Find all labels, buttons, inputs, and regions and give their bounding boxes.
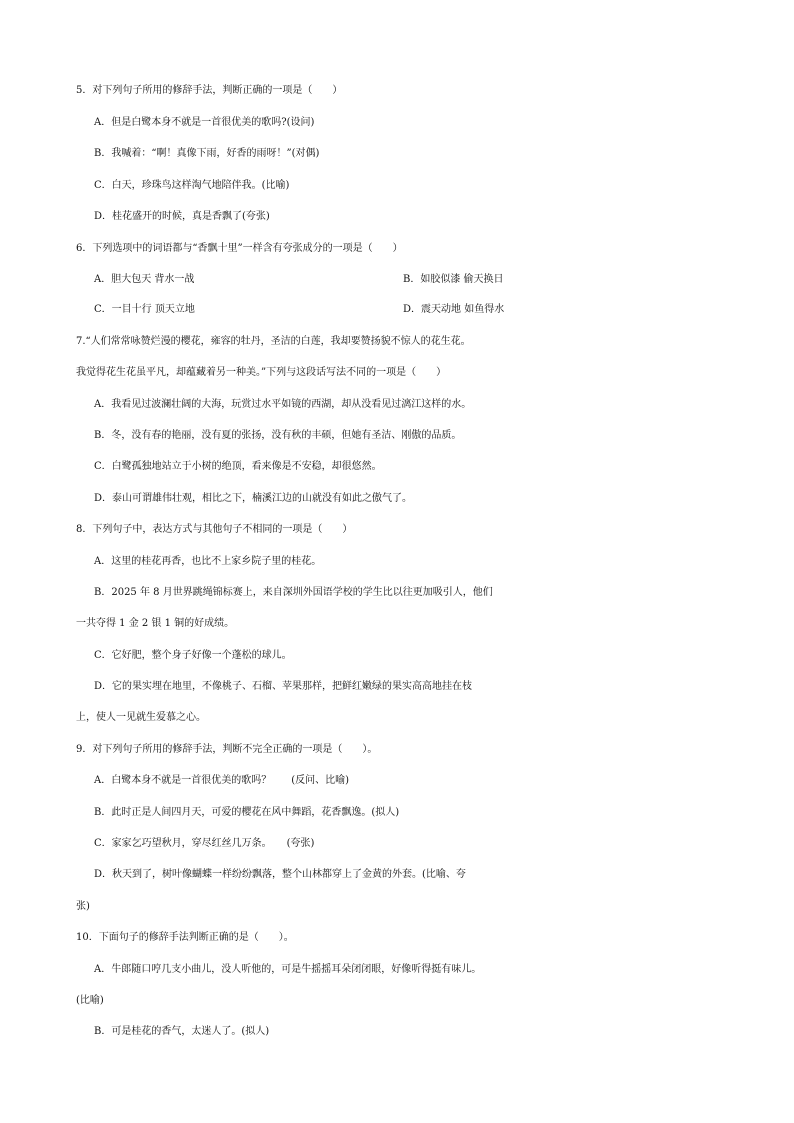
question-7-option-d: D．泰山可谓雄伟壮观，相比之下，楠溪江边的山就没有如此之傲气了。 [94,493,413,504]
question-8-stem: 8．下列句子中，表达方式与其他句子不相同的一项是（ ） [76,524,353,535]
question-8-option-d-line-2: 上，使人一见就生爱慕之心。 [76,712,206,723]
question-5-option-a: A．但是白鹭本身不就是一首很优美的歌吗?(设问) [94,117,315,128]
question-5-option-d: D．桂花盛开的时候，真是香飘了(夸张) [94,211,270,222]
question-8-option-b-line-2: 一共夺得 1 金 2 银 1 铜的好成绩。 [76,618,235,629]
question-8-option-b-line-1: B．2025 年 8 月世界跳绳锦标赛上，来自深圳外国语学校的学生比以往更加吸引人，他们 [94,587,493,598]
question-6-option-c: C．一目十行 顶天立地 [94,304,195,315]
question-10-option-b: B．可是桂花的香气，太迷人了。(拟人) [94,1026,270,1037]
question-7-option-b: B．冬，没有春的艳丽，没有夏的张扬，没有秋的丰硕，但她有圣洁、刚傲的品质。 [94,430,462,441]
question-9-option-d-line-1: D．秋天到了，树叶像蝴蝶一样纷纷飘落，整个山林都穿上了金黄的外套。(比喻、夸 [94,869,466,880]
question-7-stem-line-2: 我觉得花生花虽平凡，却蕴藏着另一种美。”下列与这段话写法不同的一项是（ ） [76,367,447,378]
question-6-row-1 [0,270,794,290]
question-7-option-a: A．我看见过波澜壮阔的大海，玩赏过水平如镜的西湖，却从没看见过漓江这样的水。 [94,399,472,410]
question-5-option-c: C．白天，珍珠鸟这样淘气地陪伴我。(比喻) [94,180,290,191]
question-9-option-b: B．此时正是人间四月天，可爱的樱花在风中舞蹈，花香飘逸。(拟人) [94,807,400,818]
question-6-option-a: A．胆大包天 背水一战 [94,274,195,285]
question-5-stem: 5．对下列句子所用的修辞手法，判断正确的一项是（ ） [76,85,343,96]
question-9-option-a: A．白鹭本身不就是一首很优美的歌吗？ (反问、比喻) [94,775,350,786]
question-9-option-c: C．家家乞巧望秋月，穿尽红丝几万条。 (夸张) [94,838,315,849]
question-6-option-d: D．震天动地 如鱼得水 [403,304,505,315]
question-6-row-2 [0,300,794,320]
question-9-option-d-line-2: 张) [76,901,90,912]
question-6-option-b: B．如胶似漆 偷天换日 [403,274,504,285]
question-8-option-d-line-1: D．它的果实埋在地里，不像桃子、石榴、苹果那样，把鲜红嫩绿的果实高高地挂在枝 [94,681,473,692]
question-9-stem: 9．对下列句子所用的修辞手法，判断不完全正确的一项是（ ）。 [76,744,378,755]
question-8-option-c: C．它好肥，整个身子好像一个蓬松的球儿。 [94,650,292,661]
question-7-stem-line-1: 7.“人们常常咏赞烂漫的樱花，雍容的牡丹，圣洁的白莲，我却要赞扬貌不惊人的花生花。 [76,336,471,347]
question-7-option-c: C．白鹭孤独地站立于小树的绝顶，看来像是不安稳，却很悠然。 [94,461,382,472]
question-8-option-a: A．这里的桂花再香，也比不上家乡院子里的桂花。 [94,556,322,567]
question-10-stem: 10．下面句子的修辞手法判断正确的是（ ）。 [76,932,294,943]
question-5-option-b: B．我喊着：“啊！真像下雨，好香的雨呀！”(对偶) [94,148,320,159]
question-6-stem: 6．下列选项中的词语都与“香飘十里”一样含有夸张成分的一项是（ ） [76,243,403,254]
question-10-option-a-line-1: A．牛郎随口哼几支小曲儿，没人听他的，可是牛摇摇耳朵闭闭眼，好像听得挺有味儿。 [94,964,482,975]
question-10-option-a-line-2: (比喻) [76,995,104,1006]
